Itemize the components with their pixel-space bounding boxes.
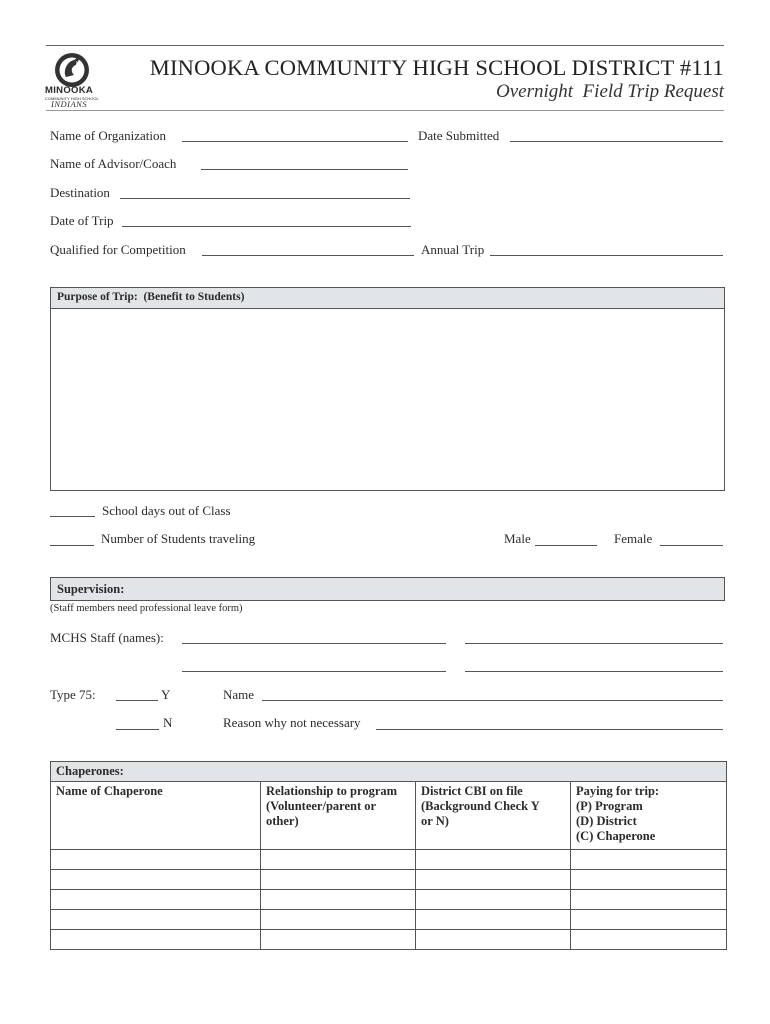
table-cell[interactable] — [261, 850, 416, 870]
table-cell[interactable] — [571, 850, 727, 870]
col-paying-for-trip: Paying for trip: (P) Program (D) District (C) Chaperone — [571, 782, 727, 850]
table-row[interactable] — [51, 910, 727, 930]
table-cell[interactable] — [51, 850, 261, 870]
chaperones-header-row — [51, 782, 727, 850]
logo-name: MINOOKA — [45, 85, 94, 96]
organization-field[interactable] — [182, 141, 408, 142]
col-district-cbi: District CBI on file (Background Check Y or N) — [416, 782, 571, 850]
staff-field-2[interactable] — [465, 643, 723, 644]
date-submitted-label: Date Submitted — [418, 128, 500, 143]
staff-field-3[interactable] — [182, 671, 446, 672]
destination-label: Destination — [50, 185, 110, 200]
table-cell[interactable] — [261, 930, 416, 950]
supervision-heading: Supervision: — [50, 577, 725, 601]
page-subtitle: Overnight Field Trip Request — [496, 81, 724, 102]
table-cell[interactable] — [416, 850, 571, 870]
students-label: Number of Students traveling — [101, 531, 256, 546]
table-cell[interactable] — [416, 930, 571, 950]
supervision-note: (Staff members need professional leave form) — [50, 603, 243, 614]
qualified-label: Qualified for Competition — [50, 242, 186, 257]
table-cell[interactable] — [571, 870, 727, 890]
annual-trip-label: Annual Trip — [421, 242, 485, 257]
reason-field[interactable] — [376, 729, 723, 730]
date-of-trip-label: Date of Trip — [50, 213, 114, 228]
school-days-label: School days out of Class — [102, 503, 231, 518]
type75-name-label: Name — [223, 687, 255, 702]
students-field[interactable] — [50, 545, 94, 546]
purpose-heading: Purpose of Trip: (Benefit to Students) — [50, 287, 725, 309]
advisor-label: Name of Advisor/Coach — [50, 156, 177, 171]
table-cell[interactable] — [571, 930, 727, 950]
logo-subtext: COMMUNITY HIGH SCHOOL — [45, 96, 99, 101]
table-cell[interactable] — [261, 870, 416, 890]
type75-y-label: Y — [161, 687, 171, 702]
page-title: MINOOKA COMMUNITY HIGH SCHOOL DISTRICT #111 — [149, 55, 724, 80]
table-row[interactable] — [51, 850, 727, 870]
table-cell[interactable] — [416, 870, 571, 890]
chaperones-heading: Chaperones: — [51, 762, 727, 782]
header-rule — [46, 110, 724, 111]
school-logo — [44, 50, 100, 110]
table-cell[interactable] — [51, 930, 261, 950]
organization-label: Name of Organization — [50, 128, 166, 143]
table-cell[interactable] — [51, 890, 261, 910]
table-cell[interactable] — [51, 870, 261, 890]
annual-trip-field[interactable] — [490, 255, 723, 256]
type75-y-field[interactable] — [116, 700, 158, 701]
destination-field[interactable] — [120, 198, 410, 199]
advisor-field[interactable] — [201, 169, 408, 170]
top-rule — [46, 45, 724, 46]
qualified-field[interactable] — [202, 255, 414, 256]
school-days-field[interactable] — [50, 516, 95, 517]
table-cell[interactable] — [416, 910, 571, 930]
staff-label: MCHS Staff (names): — [50, 630, 164, 645]
staff-field-4[interactable] — [465, 671, 723, 672]
table-row[interactable] — [51, 870, 727, 890]
table-cell[interactable] — [571, 910, 727, 930]
table-cell[interactable] — [261, 910, 416, 930]
purpose-textarea[interactable] — [50, 308, 725, 491]
date-of-trip-field[interactable] — [122, 226, 411, 227]
table-cell[interactable] — [51, 910, 261, 930]
date-submitted-field[interactable] — [510, 141, 723, 142]
reason-label: Reason why not necessary — [223, 715, 361, 730]
type75-label: Type 75: — [50, 687, 96, 702]
col-relationship: Relationship to program (Volunteer/parent or other) — [261, 782, 416, 850]
male-label: Male — [504, 531, 531, 546]
table-cell[interactable] — [261, 890, 416, 910]
female-field[interactable] — [660, 545, 723, 546]
col-name-of-chaperone: Name of Chaperone — [51, 782, 261, 850]
type75-name-field[interactable] — [262, 700, 723, 701]
table-row[interactable] — [51, 930, 727, 950]
staff-field-1[interactable] — [182, 643, 446, 644]
table-cell[interactable] — [416, 890, 571, 910]
table-cell[interactable] — [571, 890, 727, 910]
female-label: Female — [614, 531, 653, 546]
table-row[interactable] — [51, 890, 727, 910]
male-field[interactable] — [535, 545, 597, 546]
type75-n-label: N — [163, 715, 173, 730]
type75-n-field[interactable] — [116, 729, 159, 730]
chaperones-table — [50, 761, 727, 950]
logo-mascot: INDIANS — [51, 99, 88, 109]
